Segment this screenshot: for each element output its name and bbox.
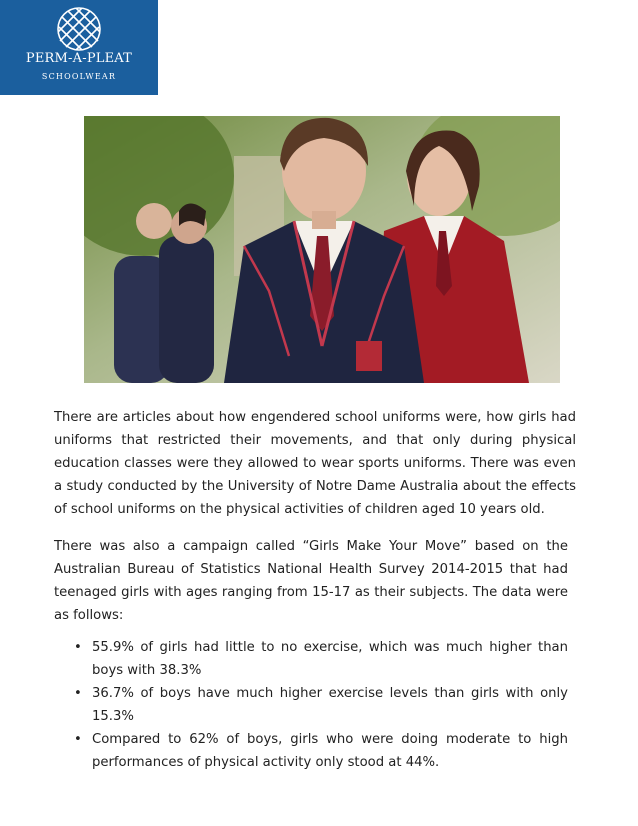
logo-subtitle: SCHOOLWEAR — [41, 72, 117, 81]
list-item — [54, 728, 568, 774]
list-item — [54, 636, 568, 682]
paragraph-1: There are articles about how engendered school uniforms were, how girls had uniforms that restricted their movements, and that only during physical education classes were they allowed to wear sports uniforms. There was even a study conducted by the University of Notre Dame Australia about the effects of school uniforms on the physical activities of children aged 10 years old. — [54, 410, 576, 517]
bullet-icon: • — [74, 732, 82, 747]
logo-brand-name: PERM-A-PLEAT — [25, 51, 133, 66]
bullet-icon: • — [74, 640, 82, 655]
list-item — [54, 682, 568, 728]
list-item-text: Compared to 62% of boys, girls who were doing moderate to high performances of physical activity only stood at 44%. — [92, 732, 568, 770]
brand-logo — [0, 0, 158, 95]
lattice-emblem-icon — [56, 7, 102, 51]
students-photo — [84, 116, 560, 383]
statistics-list — [54, 636, 568, 774]
list-item-text: 36.7% of boys have much higher exercise levels than girls with only 15.3% — [92, 686, 568, 724]
bullet-icon: • — [74, 686, 82, 701]
list-item-text: 55.9% of girls had little to no exercise, which was much higher than boys with 38.3% — [92, 640, 568, 678]
paragraph-2: There was also a campaign called “Girls Make Your Move” based on the Australian Bureau of Statistics National Health Survey 2014-2015 that had teenaged girls with ages ranging from 15-17 as their subjects. The data were as follows: — [54, 539, 568, 623]
